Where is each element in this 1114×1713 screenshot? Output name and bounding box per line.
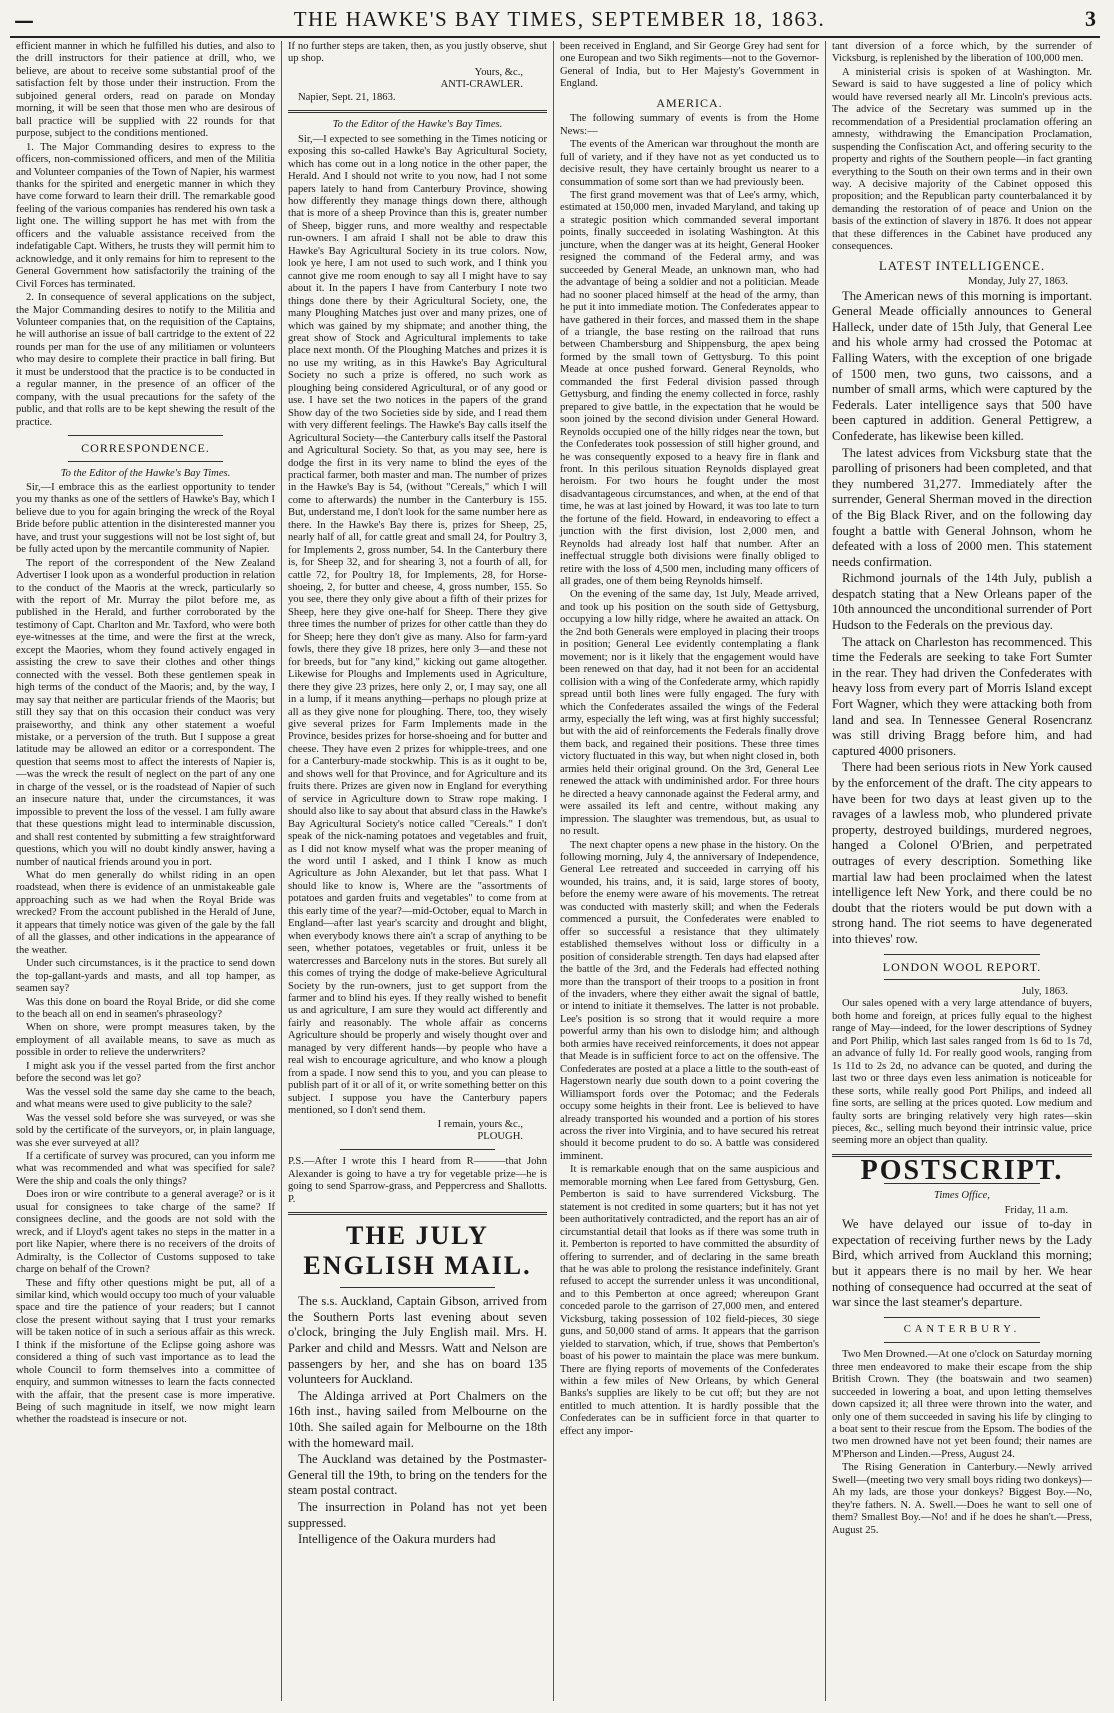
- letter-text: The report of the correspondent of the New Zealand Advertiser I look upon as a wonderful production in relation to the conduct of the Maoris at the wreck, particularly so with the report of Mr. Murray the pilot before me, as published in the Herald, and further corroborated by the testimony of Capt. Charlton and Mr. Taxford, who were both eye-witnesses at the time, and were the first at the wreck, except the Maories, whom they found actively engaged in assisting the crew to save their clothes and other things connected with the vessel. Both these gentlemen speak in high terms of the conduct of the Maoris; and, by the way, I may say that neither are particular friends of the Maoris; but still they say that on this occasion their conduct was very praiseworthy, and think any other statement a woeful mistake, or a perversion of the truth. But I suppose a great latitude may be allowed an editor or a correspondent. The question that seems most to affect the interests of Napier is,—was the wreck the result of neglect on the part of any one in charge of the vessel, or is the roadstead of Napier of such an insecure nature that, under the circumstances, it was impossible to prevent the loss of the vessel. I am fully aware that these questions might lead to interminable discussion, and shall rest contented by submitting a few straightforward questions, which you will no doubt kindly answer, having a number of nautical friends around you in port.: [16, 557, 275, 868]
- page-number: 3: [1084, 6, 1096, 31]
- column-4: [826, 41, 1098, 1701]
- article-text: Richmond journals of the 14th July, publish a despatch stating that a New Orleans paper of the 10th announced the unconditional surrender of Port Hudson to the Federals on the previous day.: [832, 571, 1092, 633]
- dateline: Friday, 11 a.m.: [1004, 1204, 1068, 1216]
- section-heading-london-wool-report: LONDON WOOL REPORT.: [882, 959, 1042, 974]
- divider: [68, 461, 223, 462]
- divider: [884, 979, 1040, 980]
- article-text: been received in England, and Sir George Grey had sent for one European and two Sikh regiments—not to the Governor-General of India, but to Her Majesty's Government in England.: [560, 41, 819, 90]
- article-text: The Auckland was detained by the Postmaster-General till the 19th, to bring on the tenders for the steam postal contract.: [288, 1452, 547, 1498]
- letter-place-date: Napier, Sept. 21, 1863.: [298, 91, 396, 103]
- section-heading-latest-intelligence: LATEST INTELLIGENCE.: [878, 257, 1046, 273]
- article-text: The latest advices from Vicksburg state that the parolling of prisoners had been completed, and that they numbered 31,277. Immediately after the surrender, General Sherman moved in the direction of the Big Black River, and on the following day fought a battle with General Johnson, whom he defeated with a loss of 2000 men. This statement needs confirmation.: [832, 445, 1092, 569]
- letter-text: When on shore, were prompt measures taken, by the employment of all available means, to save as much as possible in order to relieve the underwriters?: [16, 1022, 275, 1059]
- divider: [288, 110, 547, 113]
- article-text: 2. In consequence of several applications on the subject, the Major Commanding desires to notify to the Militia and Volunteer companies that, on the requisition of the Captains, he will authorise an issue of ball cartridge to the extent of 22 rounds per man for the use of any militiamen or volunteers who may desire to complete their practice in ball firing. But it must be understood that the practice is to be conducted in a regular manner, in the presence of an officer of the company, with the usual precautions for the safety of the public, and that rolls are to be kept shewing the result of the practice.: [16, 292, 275, 428]
- column-1: [10, 41, 282, 1701]
- dateline-office: Times Office,: [934, 1190, 990, 1202]
- masthead-title: THE HAWKE'S BAY TIMES, SEPTEMBER 18, 1863.: [293, 7, 826, 31]
- article-text: On the evening of the same day, 1st July, Meade arrived, and took up his position on the south side of Gettysburg, occupying a low hilly ridge, where he awaited an attack. On the 2nd both Generals were employed in placing their troops in position; General Lee evidently contemplating a flank movement; nor is it likely that the engagement would have been renewed on that day, had it not been for an accidental collision with a wing of the Confederate army, which rapidly spread until both lines were fully engaged. The fury with which the Confederates assailed the wings of the Federal army, especially the left wing, was at first highly successful; but with the aid of reinforcements the Federals finally drove them back, and regained their positions. These three times victory fluctuated in this way, but when night closed in, both armies held their original ground. On the 3rd, General Lee renewed the attack with undiminished ardor. For three hours he directed a heavy cannonade against the Federal army, and were assailed its left and centre, without making any impression. The slaughter was tremendous, but, as usual to no result.: [560, 589, 819, 838]
- article-text: 1. The Major Commanding desires to express to the officers, non-commissioned officers, and men of the Militia and Volunteer companies of the Town of Napier, his warmest thanks for the spirited and energetic manner in which they have come forward to learn their drill. The remarkable good feeling of the various companies has rendered his own task a light one. The willing support he has met with from the officers and the valuable assistance received from the indefatigable Capt. Withers, he trusts they will permit him to acknowledge, and it only remains for him to represent to the General Government how satisfactorily the training of the Civil Forces has terminated.: [16, 141, 275, 290]
- article-text: The Aldinga arrived at Port Chalmers on the 16th inst., having sailed from Melbourne on the 10th. She sailed again for Melbourne on the 18th with the homeward mail.: [288, 1388, 547, 1450]
- headline-july-english-mail: THE JULY ENGLISH MAIL.: [303, 1221, 532, 1281]
- article-text: Intelligence of the Oakura murders had: [298, 1532, 496, 1547]
- article-text: Two Men Drowned.—At one o'clock on Saturday morning three men endeavored to make their escape from the ship British Crown. They (the boatswain and two seamen) succeeded in lowering a boat, and upon letting themselves down capsized it; all three were thrown into the water, and only one of them succeeded in saving his life by clinging to a boat sent to their rescue from the Epsom. The bodies of the two men drowned have not yet been found; their names are M'Pherson and Linden.—Press, August 24.: [832, 1349, 1092, 1460]
- letter-signature: PLOUGH.: [477, 1130, 523, 1142]
- column-2: [282, 41, 554, 1701]
- letter-text: I might ask you if the vessel parted from the first anchor before the second was let go?: [16, 1060, 275, 1085]
- letter-closing: I remain, yours &c.,: [437, 1118, 523, 1130]
- letter-text: Was the vessel sold before she was surveyed, or was she sold by the certificate of the surveyors, or, in plain language, was she ever surveyed at all?: [16, 1112, 275, 1149]
- article-text: We have delayed our issue of to-day in expectation of receiving further news by the Lady Bird, which arrived from Auckland this morning; but it appears there is no mail by her. We hear nothing of consequence had occurred at the seat of war since the last steamer's departure.: [832, 1217, 1092, 1310]
- article-text: The Rising Generation in Canterbury.—Newly arrived Swell—(meeting two very small boys riding two donkeys)—Ah my lads, are those your donkeys? Biggest Boy.—No, they're fathers. N. A. Swell.—Does he want to sell one of them? Smallest Boy.—No! and if he does he shan't.—Press, August 25.: [832, 1462, 1092, 1536]
- article-text: The American news of this morning is important. General Meade officially announces to General Halleck, under date of 15th July, that General Lee and his whole army had crossed the Potomac at Falling Waters, with the exception of one brigade of 1500 men, two guns, two caissons, and a number of small arms, which were captured by the Federals. Later intelligence says that 500 have been captured in addition. General Pettigrew, a Confederate, has likewise been killed.: [832, 288, 1092, 443]
- letter-text: Sir,—I expected to see something in the Times noticing or exposing this so-called Hawke's Bay Agricultural Society, which has come out in a long notice in the other paper, the Herald. And I should not write to you now, had I not some papers lately to hand from Canterbury Province, showing how differently they manage things down there, although that is more of a sheep Province than this is, greater number of Sheep, bigger runs, and more wealthy and respectable run-owners. I am afraid I shall not be able to draw this Hawke's Bay Agricultural Society in its true colors. Now, look ye here, I am not used to such work, and I think you cannot give me room enough to say all I might have to say about it. In the papers I have from Canterbury I note two things done there by their Agricultural Society, one, the many Ploughing Matches just over and many prizes, one of which was gained by my shipmate; and another thing, the great show of Stock and Agricultural implements to take place next month. Of the Ploughing Matches and prizes it is no use my writing, as in this Hawke's Bay Agricultural Society no such a prize is offered, no such work as ploughing being considered Agricultural, or of any good or use. I have set the two notices in the papers of the grand Show day of the two Societies side by side, and I read them with very different feelings. The Hawke's Bay calls itself the Agricultural Society—the Canterbury calls itself the Pastoral and Agricultural Society. So that, as you may see, here is dodge the first in its very name to blind the eyes of the practical farmer, both master and man. The number of prizes in the Hawke's Bay is 54, (without "Cereals," which I will come to afterwards) the number in the Canterbury is 155. But, understand me, I don't look for the same number here as there. In the Hawke's Bay there is, prizes for Sheep, 25, nearly half of all, for cattle great and small 24, for Poultry 3, for Implements 2, gross number, 54. In the Canterbury there is, for Sheep 32, and for shearing 3, not a fourth of all, for cattle 72, for Poultry 18, for Implements, 28, for Horse-shoeing, 2, for butter and cheese, 4, gross number, 155. So you see, there they only give about a fifth of their prizes for Sheep, here they give one-half for Sheep. There they give three times the number of prizes for other cattle than they do for Sheep; here they don't give as many. Also for farm-yard fowls, there they give 18 prizes, here only 3—and these not for breeds, but for "any kind," kicking out game altogether. Likewise for Ploughs and Implements used in Agriculture, there they give 23 prizes, here only 2, or, I may say, one all in a lump, if it means anything—perhaps no plough prize at all as they give none for ploughing. There, too, they wisely give several prizes for Farm Implements made in the Province, besides prizes for horse-shoeing and for butter and cheese. They have even 2 prizes for whipple-trees, and one for a Canterbury-made stockwhip. This is as it ought to be, and shows well for that Province, and for Agriculture and its fruits there. Prizes are given now in England for everything of service in Agriculture down to Straw rope making. I should also like to say about that absurd class in the Hawke's Bay Agricultural Society's notice called "Cereals." I don't speak of the nick-naming potatoes and vegetables and fruit, as I did not know myself what was the proper meaning of the word until I asked, and I think I know as much Agriculture as John Alexander, but let that pass. What I should like to know is, Where are the "assortments of potatoes and garden fruits and vegetables" to come from at this early time of the year?—mid-October, equal to March in England—after last year's scarcity and drought and blight, when everybody knows there ain't a scrap of anything to be seen, whether potatoes, vegetables or fruit, unless it be watercresses and Barcelony nuts in the stores. But surely all this comes of trying the dodge of make-believe Agricultural Society by the run-owners, just to get support from the farmer and to blind his eyes. If they really wished to benefit us and agriculture, I am sure they would act differently and fairly and reasonably. The whole affair as concerns Agriculture should be properly and wisely thought over and managed by very different hands—by people who have a real wish to encourage agriculture, and who know a plough from a spade. I now send this to you, and you can please to publish part of it or all of it, or write something better on this subject. I suppose you have the Canterbury papers mentioned, so I don't send them.: [288, 133, 547, 1117]
- letter-closing: Yours, &c.,: [474, 66, 523, 78]
- letter-text: If a certificate of survey was procured, can you inform me what was recommended and what was specified for sale? Were the ship and coals the only things?: [16, 1150, 275, 1187]
- article-text: The attack on Charleston has recommenced. This time the Federals are seeking to take Fort Sumter in the rear. They had driven the Confederates with heavy loss from every part of Morris Island except Fort Wagner, which they were attacking both from land and sea. In Tennessee General Rosencranz was still driving Bragg before him, and had captured 4000 prisoners.: [832, 634, 1092, 758]
- divider: [884, 954, 1040, 955]
- divider: [288, 1212, 547, 1215]
- letter-text: Was this done on board the Royal Bride, or did she come to the beach all on end in seamen's phraseology?: [16, 996, 275, 1020]
- letter-text: Sir,—I embrace this as the earliest opportunity to tender you my thanks as one of the settlers of Hawke's Bay, which I believe due to you for again bringing the wreck of the Royal Bride before public attention in the disinterested manner you have, and trust your suggestions will not be lost sight of, but be fully acted upon by the mercantile community of Napier.: [16, 481, 275, 556]
- article-text: The following summary of events is from the Home News:—: [560, 113, 819, 137]
- article-text: The s.s. Auckland, Captain Gibson, arrived from the Southern Ports last evening about seven o'clock, bringing the July English mail. Mrs. H. Parker and child and Messrs. Watt and Nelson are passengers by her, and she has on board 135 volunteers for Auckland.: [288, 1294, 547, 1387]
- letter-text: Was the vessel sold the same day she came to the beach, and what means were used to give publicity to the sale?: [16, 1086, 275, 1111]
- letter-text: Does iron or wire contribute to a general average? or is it usual for consignees to take charge of the same? If consignees decline, and the goods are not sold with the wreck, and if Lloyd's agent takes no steps in the matter in a port like Napier, where there is no receivers of the droits of Admiralty, is the Collector of Customs supposed to take charge on behalf of the Crown?: [16, 1189, 275, 1276]
- letter-signature: ANTI-CRAWLER.: [440, 79, 523, 91]
- article-text: tant diversion of a force which, by the surrender of Vicksburg, is replenished by the liberation of 100,000 men.: [832, 41, 1092, 65]
- article-text: The insurrection in Poland has not yet been suppressed.: [288, 1499, 547, 1530]
- masthead-mark: —: [14, 8, 34, 32]
- divider: [884, 1342, 1040, 1343]
- postscript-note: P.S.—After I wrote this I heard from R———that John Alexander is going to have a try for vegetable prize—he is going to send Sparrow-grass, and Peppercress and Shallotts. P.: [288, 1156, 547, 1205]
- letter-address: To the Editor of the Hawke's Bay Times.: [60, 467, 231, 479]
- masthead: [10, 6, 1100, 38]
- section-heading-canterbury: CANTERBURY.: [903, 1323, 1021, 1335]
- letter-text: What do men generally do whilst riding in an open roadstead, when there is evidence of an unmistakeable gale approaching such as we had when the Royal Bride was wrecked? From the account published in the Herald of June, it appears that timely notice was given of the gale by the fall of all the glasses, and other indications in the appearance of the weather.: [16, 870, 275, 956]
- section-heading-america: AMERICA.: [656, 95, 723, 110]
- divider: [340, 1149, 495, 1150]
- article-text: The next chapter opens a new phase in the history. On the following morning, July 4, the anniversary of Independence, General Lee retreated and succeeded in carrying off his wounded, his trains, and, it is said, large stores of booty, before the enemy were aware of his movements. The retreat was conducted with masterly skill; and when the Federals commenced a pursuit, the Confederates were enabled to offer so successful a resistance that they ultimately established themselves without loss or difficulty in a position of considerable strength. Ten days had elapsed after the battle of the 3rd, and the Federals had effected nothing more than the transport of their troops to a position in front of the invaders, where they either await the signal of battle, or intend to initiate it themselves. The latter is not probable. Lee's position is so strong that it would require a more powerful army than his own to dislodge him; and although both armies have received reinforcements, it does not appear that Meade is in sufficient force to act on the offensive. The Confederates are posted at a place a little to the south-east of Hagerstown nearly due south down to a point covering the Williamsport fords over the Potomac; and the Federals occupy some heights in their front. Lee is believed to have already transported his wounded and a portion of his stores across the river into Virginia, and to have secured his retreat should it become prudent to do so. A battle was considered imminent.: [560, 839, 819, 1162]
- divider: [340, 1287, 495, 1288]
- dateline: Monday, July 27, 1863.: [968, 276, 1068, 288]
- letter-text: These and fifty other questions might be put, all of a similar kind, which would occupy too much of your valuable space and tire the patience of your readers; but I cannot close the present without saying that I trust your remarks will be taken notice of in such a serious affair as this wreck. I think if the misfortune of the Eclipse going ashore was considered a thing of such vast importance as to lead the whole Council to form themselves into a committee of enquiry, and summon witnesses to learn the facts connected with the affair, that the present case is more imperative. Being of such magnitude in itself, we now might learn whether the roadstead is insecure or not.: [16, 1277, 275, 1426]
- dateline: July, 1863.: [1021, 986, 1068, 997]
- article-text: The events of the American war throughout the month are full of variety, and if they have not as yet conducted us to decisive result, they have certainly brought us nearer to a consummation of some sort than we had previously been.: [560, 139, 819, 188]
- columns: [10, 41, 1100, 1701]
- article-text: efficient manner in which he fulfilled his duties, and also to the drill instructors for their patience at drill, who, we believe, are about to receive some substantial proof of the satisfaction felt by those under their instruction. From the subjoined general orders, read on parade on Monday morning, it will be seen that those men who are desirous of ball practice will be supplied with 22 rounds for that purpose, subject to the conditions mentioned.: [16, 41, 275, 140]
- letter-address: To the Editor of the Hawke's Bay Times.: [332, 119, 503, 131]
- column-3: [554, 41, 826, 1701]
- letter-text: Under such circumstances, is it the practice to send down the top-gallant-yards and masts, and all top hamper, as seamen say?: [16, 958, 275, 995]
- article-text: The first grand movement was that of Lee's army, which, estimated at 150,000 men, invaded Maryland, and taking up a strategic position which commanded several important points, finally succeeded in isolating Washington. At this juncture, when the danger was at its height, General Hooker resigned the command of the Federal army, and was succeeded by General Meade, an unknown man, who had the advantage of being a soldier and not a politician. Meade had no sooner placed himself at the head of the army, than he put it into immediate motion. The Confederates appear to have gathered in their forces, and massed them in the shape of a triangle, the base resting on the railroad that runs between Chambersburg and Shippensburg, the apex being formed by the small town of Gettysburg. To this point Meade at once pushed forward. General Reynolds, who commanded the first Federal division passed through Gettysburg, and finding the enemy collected in force, rashly prepared to give battle, in the expectation that he would be soon joined by the second division under General Howard. Reynolds occupied one of the hilly ridges near the town, but the Confederates took possession of still higher ground, and he was consequently exposed to a heavy fire in flank and front. In this perilous situation Reynolds displayed great heroism. For two hours he fought under the most disadvantageous circumstances, and when, at the end of that time, he was at last joined by Howard, it was too late to turn the fortune of the field. Howard, in endeavoring to effect a junction with the first division, lost 2,000 men, and Reynolds had already lost half that number. After an ineffectual struggle both divisions were finally obliged to retire with the loss of 4,500 men, including many officers of all grades, one of them being Reynolds himself.: [560, 189, 819, 588]
- article-text: There had been serious riots in New York caused by the enforcement of the draft. The city appears to have been for two days at least given up to the ravages of a lawless mob, who plundered private property, destroyed buildings, murdered negroes, hanged a Colonel O'Brien, and perpetrated outrages of every description. Something like martial law had been proclaimed when the latest intelligence left New York, and there could be no doubt that the rioters would be put down with a strong hand. The riot seems to have degenerated into thieves' row.: [832, 760, 1092, 946]
- article-text: It is remarkable enough that on the same auspicious and memorable morning when Lee fared from Gettysburg, Gen. Pemberton is said to have surrendered Vicksburg. The statement is not credited in some quarters; but it has not yet been authoritatively contradicted, and the report has an air of circumstantial detail that looks as if there was some truth in it. Pemberton is reported to have committed the absurdity of offering to surrender, and of declaring in the same breath that he was able to prolong the resistance indefinitely. Grant refused to accept the surrender unless it was unconditional, and to this Pemberton at once agreed; whereupon Grant conceded parole to the garrison of 27,000 men, and entered Vicksburg, taking possession of 102 field-pieces, 30 siege guns, and 50,000 stand of arms. It appears that the garrison yielded to starvation, which, if true, shows that Pemberton's boast of his power to maintain the place was mere bunkum. There are flying reports of movements of the Confederates within a few miles of New Orleans, by which General Banks's supplies are likely to be cut off; but they are not entitled to much attention. It is hardly possible that the Confederates can be in sufficient force in that quarter to effect any impor-: [560, 1164, 819, 1437]
- letter-text: If no further steps are taken, then, as you justly observe, shut up shop.: [288, 41, 547, 65]
- article-text: Our sales opened with a very large attendance of buyers, both home and foreign, at prices fully equal to the highest range of May—indeed, for the lower descriptions of Sydney and Port Philip, which last sales ranged from 1s 6d to 1s 7d, an advance of fully 1d. For really good wools, ranging from 1s 11d to 2s 2d, no advance can be quoted, and during the last two or three days even less animation is noticeable for these sorts, while really good Port Philips, and indeed all fine sorts, are selling at the prices quoted. Low medium and faulty sorts are bringing relatively very high rates—skin pieces, &c., selling much beyond their intrinsic value, price seeming more an object than quality.: [832, 998, 1092, 1147]
- headline-postscript: POSTSCRIPT.: [860, 1154, 1064, 1186]
- divider: [68, 435, 223, 436]
- section-heading-correspondence: CORRESPONDENCE.: [81, 441, 210, 456]
- article-text: A ministerial crisis is spoken of at Washington. Mr. Seward is said to have suggested a line of policy which would have reversed nearly all Mr. Lincoln's previous acts. The advice of the Secretary was summed up in the recommendation of a Presidential proclamation offering an amnesty, withdrawing the Emancipation Proclamation, suspending the Confiscation Act, and offering security to the property and rights of the Southern people—in fact granting everything to the South on their own terms and in their own way. A decisive majority of the Cabinet opposed this proposition; and the Republican party counterbalanced it by demanding the restoration of of peace and Union on the basis of the extinction of slavery in 1876. It does not appear that these differences in the Cabinet have produced any consequences.: [832, 66, 1092, 253]
- divider: [884, 1317, 1040, 1318]
